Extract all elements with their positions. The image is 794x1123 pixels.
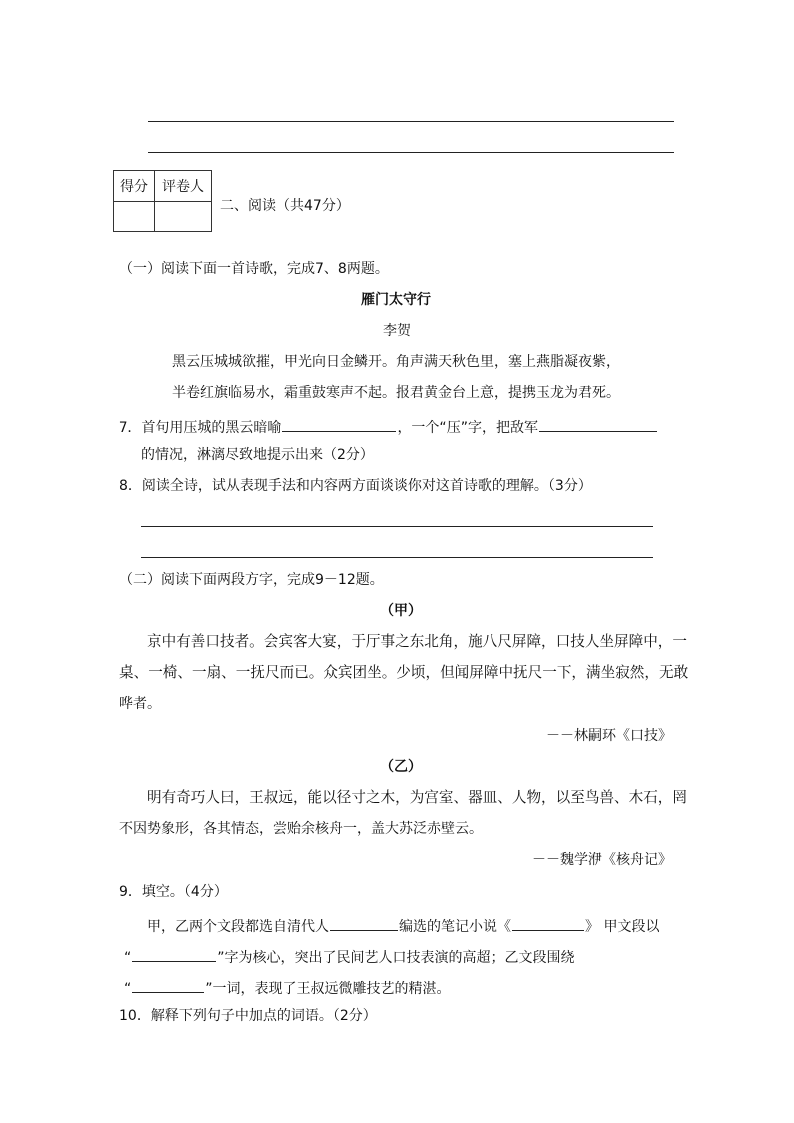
section-title: 二、阅读（共47分）	[220, 198, 350, 214]
q9-blank-editor[interactable]	[330, 916, 398, 931]
score-header: 得分	[114, 171, 155, 202]
q7-text-a: 首句用压城的黑云暗喻	[141, 420, 282, 436]
answer-line	[148, 152, 674, 153]
grader-cell[interactable]	[155, 202, 212, 232]
question-8: 8．阅读全诗，试从表现手法和内容两方面谈谈你对这首诗歌的理解。（3分）	[119, 478, 592, 494]
passage-jia-label: （甲）	[380, 603, 422, 619]
passage-yi-source: －－魏学洢《核舟记》	[532, 852, 672, 868]
q7-number: 7．	[119, 420, 142, 436]
q7-text-b: ，一个“压”字，把敌军	[397, 420, 538, 436]
q7-blank-2[interactable]	[539, 417, 657, 432]
q9-blank-char[interactable]	[132, 947, 216, 962]
passage-jia-line: 哗者。	[119, 696, 161, 712]
passage-yi-label: （乙）	[380, 759, 422, 775]
poem-author: 李贺	[383, 323, 411, 339]
poem-line-2: 半卷红旗临易水，霜重鼓寒声不起。报君黄金台上意，提携玉龙为君死。	[172, 385, 620, 401]
poem-line-1: 黑云压城城欲摧，甲光向日金鳞开。角声满天秋色里，塞上燕脂凝夜紫，	[172, 354, 620, 370]
score-table	[113, 170, 212, 232]
answer-line	[141, 557, 653, 558]
passage-yi-line: 明有奇巧人曰，王叔远，能以径寸之木，为宫室、器皿、人物，以至鸟兽、木石，罔	[147, 789, 687, 806]
q9-blank-word[interactable]	[132, 978, 204, 993]
q9-line-3: “ ”一词，表现了王叔远微雕技艺的精湛。	[124, 978, 451, 996]
answer-line	[141, 526, 653, 527]
passage-jia-line: 京中有善口技者。会宾客大宴，于厅事之东北角，施八尺屏障，口技人坐屏障中，一	[147, 633, 687, 650]
q9-line-1: 甲，乙两个文段都选自清代人 编选的笔记小说《 》 甲文段以	[147, 916, 659, 934]
q7-continuation: 的情况，淋漓尽致地提示出来（2分）	[141, 447, 374, 463]
answer-line	[148, 121, 674, 122]
q9-blank-book[interactable]	[512, 916, 584, 931]
q9-line-2: “ ”字为核心，突出了民间艺人口技表演的高超；乙文段围绕	[124, 947, 575, 965]
question-10: 10．解释下列句子中加点的词语。（2分）	[119, 1008, 377, 1024]
part2-intro: （二）阅读下面两段方字，完成9－12题。	[119, 572, 384, 588]
score-cell[interactable]	[114, 202, 155, 232]
passage-yi-line: 不因势象形，各其情态，尝贻余核舟一，盖大苏泛赤壁云。	[119, 821, 483, 837]
poem-title: 雁门太守行	[361, 292, 431, 308]
q7-blank-1[interactable]	[282, 417, 396, 432]
passage-jia-source: －－林嗣环《口技》	[546, 728, 672, 744]
grader-header: 评卷人	[155, 171, 212, 202]
question-7	[119, 417, 658, 435]
question-9: 9．填空。（4分）	[119, 884, 228, 900]
part1-intro: （一）阅读下面一首诗歌，完成7、8两题。	[119, 261, 389, 277]
passage-jia-line: 桌、一椅、一扇、一抚尺而已。众宾团坐。少顷，但闻屏障中抚尺一下，满坐寂然，无敢	[119, 664, 689, 681]
